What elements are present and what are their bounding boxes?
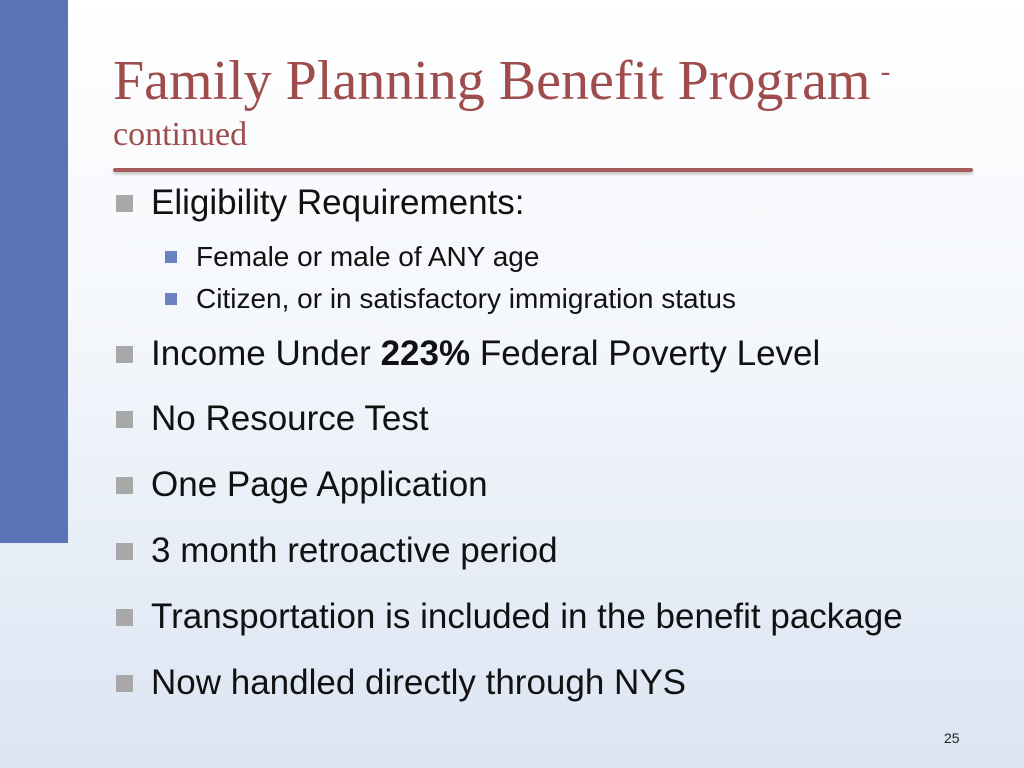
bullet-text xyxy=(151,334,820,374)
slide-title xyxy=(113,40,993,155)
square-bullet-icon xyxy=(116,411,133,428)
bullet-application xyxy=(116,465,488,505)
square-bullet-icon xyxy=(116,675,133,692)
bullet-resource xyxy=(116,399,429,439)
bullet-income xyxy=(116,334,820,374)
square-sub-bullet-icon xyxy=(165,293,177,305)
income-suffix: Federal Poverty Level xyxy=(479,334,821,373)
bullet-eligibility xyxy=(116,183,524,223)
title-main-text: Family Planning Benefit Program xyxy=(113,50,871,112)
side-accent-bar xyxy=(0,0,68,543)
sub-bullet-text: Female or male of ANY age xyxy=(196,241,540,272)
bullet-text: No Resource Test xyxy=(151,399,429,438)
title-dash: - xyxy=(880,55,891,88)
square-bullet-icon xyxy=(116,346,133,363)
bullet-text: 3 month retroactive period xyxy=(151,531,558,570)
square-bullet-icon xyxy=(116,543,133,560)
bullet-text: Transportation is included in the benefit package xyxy=(151,597,903,636)
bullet-text: One Page Application xyxy=(151,465,488,504)
title-divider xyxy=(113,168,973,172)
square-bullet-icon xyxy=(116,195,133,212)
page-number: 25 xyxy=(944,730,960,746)
title-continued: continued xyxy=(113,116,248,153)
income-percent: 223% xyxy=(380,334,471,373)
sub-bullet-text: Citizen, or in satisfactory immigration status xyxy=(196,283,736,314)
bullet-nys xyxy=(116,663,686,703)
bullet-transportation xyxy=(116,597,903,637)
income-prefix: Income Under xyxy=(151,334,371,373)
square-bullet-icon xyxy=(116,609,133,626)
bullet-retroactive xyxy=(116,531,558,571)
bullet-text: Eligibility Requirements: xyxy=(151,183,525,222)
sub-bullet-age xyxy=(165,241,539,273)
square-bullet-icon xyxy=(116,477,133,494)
bullet-text: Now handled directly through NYS xyxy=(151,663,687,702)
sub-bullet-citizen xyxy=(165,283,736,315)
square-sub-bullet-icon xyxy=(165,251,177,263)
